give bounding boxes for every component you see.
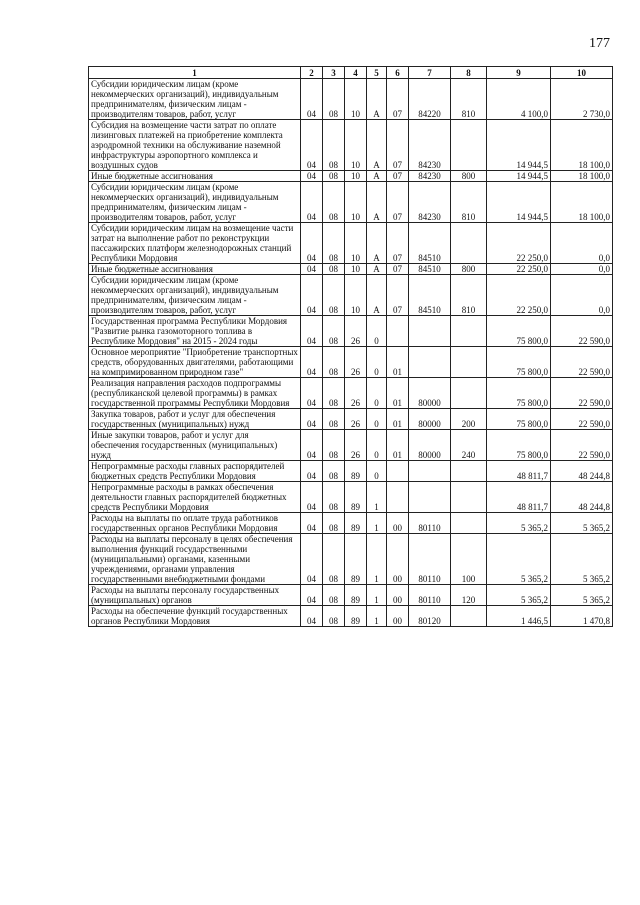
code-cell: 00 [387,513,409,534]
code-cell: 04 [301,409,323,430]
table-row [89,482,613,513]
table-row [89,606,613,627]
amount-cell: 18 100,0 [551,120,613,171]
code-cell: 80110 [409,534,451,585]
code-cell: 07 [387,275,409,316]
code-cell: 00 [387,534,409,585]
code-cell [451,316,487,347]
expense-name-cell: Иные бюджетные ассигнования [89,171,301,182]
expense-name-cell: Расходы на обеспечение функций государственных органов Республики Мордовия [89,606,301,627]
code-cell [451,461,487,482]
code-cell [451,223,487,264]
column-header: 8 [451,67,487,79]
code-cell [387,316,409,347]
code-cell: 84220 [409,79,451,120]
code-cell: 89 [345,534,367,585]
code-cell: 0 [367,378,387,409]
code-cell: 08 [323,430,345,461]
code-cell: А [367,264,387,275]
code-cell: 04 [301,120,323,171]
code-cell: 04 [301,223,323,264]
table-row [89,79,613,120]
code-cell: 240 [451,430,487,461]
code-cell [451,378,487,409]
amount-cell: 22 590,0 [551,347,613,378]
code-cell: 00 [387,606,409,627]
code-cell [409,316,451,347]
amount-cell: 22 590,0 [551,430,613,461]
code-cell: 1 [367,482,387,513]
code-cell: 04 [301,264,323,275]
code-cell: 08 [323,171,345,182]
code-cell [387,482,409,513]
expense-name-cell: Реализация направления расходов подпрограммы (республиканской целевой программы) в рамках государственной программы Республики Мордовия [89,378,301,409]
code-cell: 04 [301,79,323,120]
code-cell: 26 [345,316,367,347]
code-cell: 80000 [409,378,451,409]
code-cell: 0 [367,316,387,347]
column-header: 5 [367,67,387,79]
code-cell: 04 [301,461,323,482]
code-cell: А [367,120,387,171]
code-cell: 07 [387,79,409,120]
code-cell: А [367,275,387,316]
code-cell: 10 [345,120,367,171]
code-cell: 08 [323,79,345,120]
code-cell: 08 [323,182,345,223]
amount-cell: 22 250,0 [487,275,551,316]
code-cell [451,513,487,534]
amount-cell: 0,0 [551,275,613,316]
code-cell: 80120 [409,606,451,627]
amount-cell: 48 244,8 [551,482,613,513]
amount-cell: 5 365,2 [487,513,551,534]
code-cell: 08 [323,585,345,606]
amount-cell: 5 365,2 [487,534,551,585]
expense-name-cell: Государственная программа Республики Мордовия "Развитие рынка газомоторного топлива в Республике Мордовия" на 2015 - 2024 годы [89,316,301,347]
code-cell: 89 [345,461,367,482]
amount-cell: 48 811,7 [487,461,551,482]
expense-name-cell: Субсидии юридическим лицам (кроме некоммерческих организаций), индивидуальным предпринимателям, физическим лицам - производителям товаров, работ, услуг [89,79,301,120]
code-cell: 04 [301,585,323,606]
table-row [89,120,613,171]
code-cell: 200 [451,409,487,430]
page-number: 177 [589,36,610,51]
code-cell: 10 [345,223,367,264]
code-cell: 1 [367,534,387,585]
table-row [89,316,613,347]
code-cell: 810 [451,182,487,223]
amount-cell: 75 800,0 [487,316,551,347]
amount-cell: 14 944,5 [487,182,551,223]
code-cell: 84230 [409,120,451,171]
code-cell: 120 [451,585,487,606]
code-cell: 01 [387,347,409,378]
code-cell [409,482,451,513]
code-cell [451,347,487,378]
amount-cell: 14 944,5 [487,120,551,171]
table-row [89,378,613,409]
code-cell: 10 [345,79,367,120]
amount-cell: 0,0 [551,264,613,275]
code-cell: 0 [367,461,387,482]
code-cell [451,120,487,171]
code-cell: 08 [323,316,345,347]
column-header: 6 [387,67,409,79]
column-header: 7 [409,67,451,79]
amount-cell: 75 800,0 [487,347,551,378]
table-row [89,409,613,430]
code-cell: 80110 [409,585,451,606]
amount-cell: 0,0 [551,223,613,264]
code-cell: 01 [387,430,409,461]
table-row [89,223,613,264]
amount-cell: 18 100,0 [551,182,613,223]
code-cell: 26 [345,347,367,378]
code-cell: 08 [323,409,345,430]
code-cell: 08 [323,347,345,378]
code-cell: 84510 [409,223,451,264]
column-header: 9 [487,67,551,79]
amount-cell: 1 446,5 [487,606,551,627]
code-cell: 26 [345,378,367,409]
amount-cell: 4 100,0 [487,79,551,120]
table-row [89,461,613,482]
expense-name-cell: Основное мероприятие "Приобретение транспортных средств, оборудованных двигателями, работающими на компримированном природном газе" [89,347,301,378]
code-cell: 100 [451,534,487,585]
column-header: 4 [345,67,367,79]
code-cell: 07 [387,182,409,223]
expense-name-cell: Иные закупки товаров, работ и услуг для обеспечения государственных (муниципальных) нужд [89,430,301,461]
code-cell: А [367,223,387,264]
amount-cell: 5 365,2 [551,513,613,534]
code-cell: 80000 [409,430,451,461]
code-cell: 26 [345,409,367,430]
code-cell: 84230 [409,182,451,223]
amount-cell: 22 590,0 [551,316,613,347]
expense-name-cell: Иные бюджетные ассигнования [89,264,301,275]
code-cell: А [367,182,387,223]
amount-cell: 75 800,0 [487,430,551,461]
code-cell: 89 [345,585,367,606]
column-header: 10 [551,67,613,79]
code-cell: 0 [367,409,387,430]
code-cell: 84510 [409,264,451,275]
amount-cell: 22 590,0 [551,378,613,409]
expense-name-cell: Закупка товаров, работ и услуг для обеспечения государственных (муниципальных) нужд [89,409,301,430]
code-cell: 07 [387,171,409,182]
table-row [89,585,613,606]
table-header-row [89,67,613,79]
table-row [89,347,613,378]
code-cell: 800 [451,264,487,275]
code-cell: 04 [301,482,323,513]
code-cell: 08 [323,482,345,513]
code-cell: 89 [345,606,367,627]
code-cell: 26 [345,430,367,461]
code-cell: 1 [367,606,387,627]
code-cell: 01 [387,409,409,430]
code-cell: 08 [323,264,345,275]
code-cell: 04 [301,275,323,316]
expense-name-cell: Расходы на выплаты по оплате труда работников государственных органов Республики Мордовия [89,513,301,534]
expense-name-cell: Непрограммные расходы главных распорядителей бюджетных средств Республики Мордовия [89,461,301,482]
code-cell: 04 [301,347,323,378]
code-cell: 80110 [409,513,451,534]
code-cell [451,606,487,627]
code-cell [409,347,451,378]
table-row [89,182,613,223]
expense-name-cell: Субсидии юридическим лицам (кроме некоммерческих организаций), индивидуальным предпринимателям, физическим лицам - производителям товаров, работ, услуг [89,275,301,316]
code-cell: 10 [345,182,367,223]
code-cell: 80000 [409,409,451,430]
column-header: 1 [89,67,301,79]
code-cell: 04 [301,534,323,585]
expense-name-cell: Субсидии юридическим лицам (кроме некоммерческих организаций), индивидуальным предпринимателям, физическим лицам - производителям товаров, работ, услуг [89,182,301,223]
expense-name-cell: Непрограммные расходы в рамках обеспечения деятельности главных распорядителей бюджетных средств Республики Мордовия [89,482,301,513]
column-header: 2 [301,67,323,79]
code-cell: 800 [451,171,487,182]
code-cell: А [367,171,387,182]
expense-name-cell: Расходы на выплаты персоналу в целях обеспечения выполнения функций государственными (муниципальными) органами, казенными учреждениями, органами управления государственными внебюджетными фондами [89,534,301,585]
amount-cell: 2 730,0 [551,79,613,120]
code-cell: 08 [323,223,345,264]
code-cell: 00 [387,585,409,606]
column-header: 3 [323,67,345,79]
code-cell: 08 [323,534,345,585]
code-cell: 1 [367,513,387,534]
code-cell: 04 [301,378,323,409]
code-cell: 08 [323,378,345,409]
amount-cell: 48 244,8 [551,461,613,482]
code-cell: 01 [387,378,409,409]
code-cell: 1 [367,585,387,606]
expense-name-cell: Субсидии юридическим лицам на возмещение части затрат на выполнение работ по реконструкции пассажирских платформ железнодорожных станций Республики Мордовия [89,223,301,264]
code-cell: 10 [345,275,367,316]
expense-name-cell: Расходы на выплаты персоналу государственных (муниципальных) органов [89,585,301,606]
code-cell: 04 [301,182,323,223]
code-cell: 810 [451,275,487,316]
code-cell: 04 [301,430,323,461]
code-cell: 0 [367,430,387,461]
code-cell: 10 [345,264,367,275]
code-cell: 0 [367,347,387,378]
amount-cell: 48 811,7 [487,482,551,513]
code-cell: 08 [323,513,345,534]
table-row [89,513,613,534]
code-cell: 07 [387,120,409,171]
code-cell: 04 [301,513,323,534]
code-cell: 08 [323,461,345,482]
amount-cell: 5 365,2 [551,585,613,606]
code-cell: 10 [345,171,367,182]
amount-cell: 5 365,2 [487,585,551,606]
amount-cell: 22 590,0 [551,409,613,430]
table-row [89,171,613,182]
budget-table [88,66,613,627]
code-cell: 89 [345,482,367,513]
code-cell: 07 [387,264,409,275]
expense-name-cell: Субсидия на возмещение части затрат по оплате лизинговых платежей на приобретение комплекта аэродромной техники на обслуживание наземной инфраструктуры аэропортного комплекса и воздушных судов [89,120,301,171]
code-cell: 810 [451,79,487,120]
amount-cell: 18 100,0 [551,171,613,182]
table-row [89,534,613,585]
code-cell [409,461,451,482]
code-cell: 84230 [409,171,451,182]
code-cell: 08 [323,606,345,627]
code-cell: 07 [387,223,409,264]
code-cell: 04 [301,606,323,627]
code-cell: А [367,79,387,120]
code-cell: 04 [301,171,323,182]
amount-cell: 75 800,0 [487,409,551,430]
code-cell [387,461,409,482]
code-cell: 89 [345,513,367,534]
code-cell: 08 [323,275,345,316]
code-cell [451,482,487,513]
amount-cell: 22 250,0 [487,264,551,275]
table-row [89,430,613,461]
amount-cell: 14 944,5 [487,171,551,182]
code-cell: 84510 [409,275,451,316]
table-row [89,275,613,316]
amount-cell: 75 800,0 [487,378,551,409]
code-cell: 04 [301,316,323,347]
table-row [89,264,613,275]
code-cell: 08 [323,120,345,171]
amount-cell: 5 365,2 [551,534,613,585]
amount-cell: 1 470,8 [551,606,613,627]
amount-cell: 22 250,0 [487,223,551,264]
